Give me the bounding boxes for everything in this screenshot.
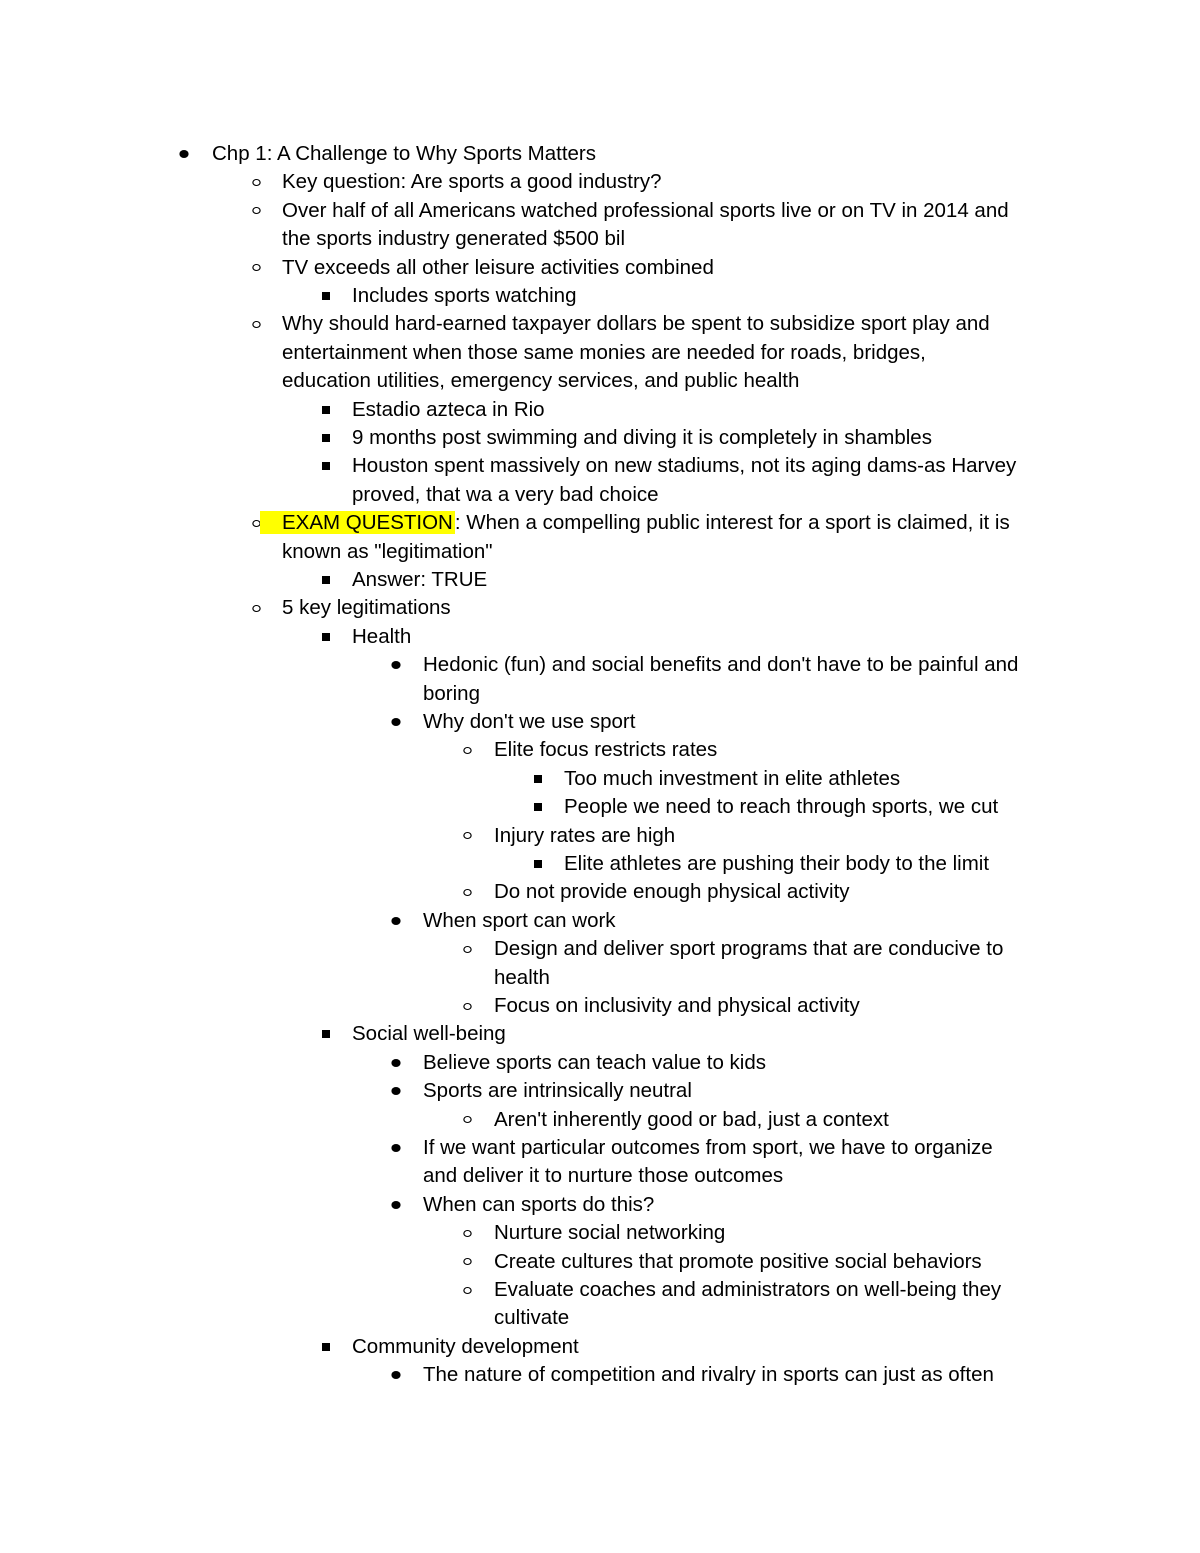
bullet-dot-icon — [388, 1049, 404, 1077]
bullet-circle-icon — [459, 878, 475, 906]
list-item — [0, 254, 1200, 282]
list-item-text — [494, 1276, 1001, 1304]
list-item-label: Hedonic (fun) and social benefits and don't have to be painful and — [423, 653, 1019, 677]
list-item-text — [423, 1191, 654, 1219]
list-item-label: Answer: TRUE — [352, 568, 488, 591]
bullet-square-icon — [318, 623, 334, 651]
list-item-label: Design and deliver sport programs that are conducive to — [494, 937, 1004, 961]
list-item — [0, 566, 1200, 594]
bullet-square-icon — [318, 282, 334, 310]
list-item-continuation — [0, 367, 1200, 395]
list-item-text — [423, 680, 480, 708]
bullet-square-icon — [530, 850, 546, 878]
bullet-dot-icon — [176, 140, 192, 168]
bullet-dot-icon — [388, 1134, 404, 1162]
list-item-label: The nature of competition and rivalry in sports can just as often — [423, 1363, 994, 1387]
list-item — [0, 509, 1200, 537]
list-item-text — [282, 254, 714, 282]
list-item-text — [352, 396, 545, 424]
list-item-label: Includes sports watching — [352, 284, 577, 307]
list-item-label: Aren't inherently good or bad, just a context — [494, 1107, 889, 1131]
list-item-text — [423, 1134, 993, 1162]
list-item-text — [212, 140, 596, 168]
bullet-dot-icon — [388, 708, 404, 736]
list-item — [0, 623, 1200, 651]
list-item-label: Over half of all Americans watched professional sports live or on TV in 2014 and — [282, 198, 1009, 222]
bullet-circle-icon — [459, 1219, 475, 1247]
list-item — [0, 168, 1200, 196]
list-item-text — [282, 367, 799, 395]
list-item-text — [423, 651, 1018, 679]
list-item-label: Nurture social networking — [494, 1221, 726, 1245]
list-item-text — [494, 1219, 725, 1247]
list-item — [0, 424, 1200, 452]
list-item-text — [282, 225, 625, 253]
bullet-dot-icon — [388, 1077, 404, 1105]
list-item-label: Too much investment in elite athletes — [564, 766, 901, 790]
list-item — [0, 197, 1200, 225]
list-item-text — [494, 878, 850, 906]
list-item-label: Believe sports can teach value to kids — [423, 1050, 766, 1074]
list-item-text — [423, 907, 616, 935]
bullet-circle-icon — [248, 168, 264, 196]
list-item-label: Injury rates are high — [494, 823, 676, 847]
list-item — [0, 935, 1200, 963]
list-item-label: known as "legitimation" — [282, 539, 493, 563]
list-item-label: Key question: Are sports a good industry? — [282, 170, 662, 194]
list-item-text — [494, 992, 860, 1020]
bullet-dot-icon — [388, 1361, 404, 1389]
list-item-continuation — [0, 339, 1200, 367]
list-item-continuation — [0, 964, 1200, 992]
list-item — [0, 1191, 1200, 1219]
bullet-dot-icon — [388, 651, 404, 679]
list-item-label: the sports industry generated $500 bil — [282, 227, 626, 251]
list-item — [0, 396, 1200, 424]
list-item — [0, 1333, 1200, 1361]
list-item-label: Do not provide enough physical activity — [494, 880, 850, 904]
list-item-label: Create cultures that promote positive social behaviors — [494, 1249, 982, 1273]
list-item-text — [564, 765, 900, 793]
list-item-label: Elite athletes are pushing their body to the limit — [564, 852, 990, 875]
list-item-text — [282, 509, 1010, 537]
list-item-label: entertainment when those same monies are needed for roads, bridges, — [282, 340, 926, 364]
list-item-text — [564, 850, 989, 878]
list-item-text — [494, 822, 675, 850]
list-item — [0, 765, 1200, 793]
list-item-text — [352, 1333, 579, 1361]
list-item — [0, 1049, 1200, 1077]
list-item-label: education utilities, emergency services, and public health — [282, 369, 800, 393]
list-item-continuation — [0, 1304, 1200, 1332]
list-item — [0, 1219, 1200, 1247]
bullet-square-icon — [318, 424, 334, 452]
bullet-dot-icon — [388, 907, 404, 935]
list-item-text — [282, 168, 661, 196]
list-item-continuation — [0, 225, 1200, 253]
list-item-label: cultivate — [494, 1306, 570, 1330]
list-item-label: Community development — [352, 1334, 579, 1358]
list-item-label: Evaluate coaches and administrators on well-being they — [494, 1278, 1002, 1301]
list-item-continuation — [0, 1162, 1200, 1190]
list-item-text — [494, 1248, 982, 1276]
list-item-continuation — [0, 538, 1200, 566]
bullet-square-icon — [530, 765, 546, 793]
list-item — [0, 452, 1200, 480]
bullet-circle-icon — [459, 1106, 475, 1134]
list-item-label: Houston spent massively on new stadiums, not its aging dams-as Harvey — [352, 454, 1017, 478]
list-item-label: When can sports do this? — [423, 1192, 655, 1216]
list-item-label: health — [494, 965, 550, 989]
list-item — [0, 140, 1200, 168]
list-item-text — [494, 1304, 569, 1332]
list-item-text — [282, 310, 990, 338]
list-item-label: Estadio azteca in Rio — [352, 397, 545, 421]
list-item-label: Sports are intrinsically neutral — [423, 1079, 692, 1103]
list-item — [0, 310, 1200, 338]
list-item-text — [352, 282, 576, 310]
list-item-label: 5 key legitimations — [282, 596, 451, 620]
list-item-text — [352, 623, 411, 651]
list-item — [0, 282, 1200, 310]
list-item-text — [423, 1162, 783, 1190]
list-item-text — [352, 566, 487, 594]
list-item-label: 9 months post swimming and diving it is completely in shambles — [352, 426, 932, 449]
list-item-label: Social well-being — [352, 1022, 506, 1046]
list-item — [0, 1248, 1200, 1276]
list-item-text — [423, 1361, 994, 1389]
list-item-text — [282, 197, 1009, 225]
exam-question-highlight: EXAM QUESTION — [260, 511, 455, 534]
list-item-text — [423, 1049, 766, 1077]
bullet-circle-icon — [459, 822, 475, 850]
list-item-label: If we want particular outcomes from sport, we have to organize — [423, 1136, 993, 1159]
bullet-circle-icon — [459, 736, 475, 764]
list-item-continuation — [0, 481, 1200, 509]
bullet-circle-icon — [459, 935, 475, 963]
bullet-circle-icon — [459, 992, 475, 1020]
list-item-text — [423, 708, 635, 736]
list-item — [0, 708, 1200, 736]
list-item-text — [494, 1106, 889, 1134]
list-item — [0, 793, 1200, 821]
list-item — [0, 1361, 1200, 1389]
list-item — [0, 822, 1200, 850]
list-item — [0, 1077, 1200, 1105]
list-item-label: Elite focus restricts rates — [494, 738, 718, 762]
bullet-circle-icon — [459, 1276, 475, 1304]
bullet-square-icon — [318, 566, 334, 594]
list-item — [0, 992, 1200, 1020]
list-item-text — [352, 481, 659, 509]
list-item — [0, 594, 1200, 622]
bullet-circle-icon — [459, 1248, 475, 1276]
bullet-circle-icon — [248, 197, 264, 225]
list-item-text — [423, 1077, 692, 1105]
list-item-text — [352, 452, 1016, 480]
bullet-square-icon — [318, 1333, 334, 1361]
bullet-circle-icon — [248, 310, 264, 338]
list-item — [0, 1020, 1200, 1048]
list-item-label: Why don't we use sport — [423, 710, 636, 733]
bullet-dot-icon — [388, 1191, 404, 1219]
list-item-label: Health — [352, 624, 412, 648]
list-item-label: and deliver it to nurture those outcomes — [423, 1164, 784, 1188]
list-item-text — [282, 594, 451, 622]
list-item-text — [494, 964, 550, 992]
bullet-circle-icon — [248, 594, 264, 622]
list-item — [0, 736, 1200, 764]
list-item — [0, 651, 1200, 679]
bullet-square-icon — [318, 1020, 334, 1048]
list-item — [0, 1106, 1200, 1134]
bullet-square-icon — [318, 396, 334, 424]
list-item-text — [564, 793, 998, 821]
list-item — [0, 1134, 1200, 1162]
list-item-text — [352, 1020, 506, 1048]
list-item-text — [494, 935, 1003, 963]
list-item-label: Why should hard-earned taxpayer dollars be spent to subsidize sport play and — [282, 312, 990, 336]
list-item-label: TV exceeds all other leisure activities combined — [282, 255, 714, 279]
bullet-square-icon — [318, 452, 334, 480]
list-item — [0, 907, 1200, 935]
list-item — [0, 850, 1200, 878]
bullet-circle-icon — [248, 254, 264, 282]
list-item — [0, 878, 1200, 906]
list-item-label: People we need to reach through sports, we cut — [564, 795, 999, 819]
list-item-text — [494, 736, 717, 764]
list-item-label: : When a compelling public interest for a sport is claimed, it is — [454, 511, 1010, 535]
list-item-text — [282, 538, 493, 566]
list-item — [0, 1276, 1200, 1304]
list-item-label: Focus on inclusivity and physical activity — [494, 994, 860, 1017]
list-item-label: boring — [423, 681, 480, 705]
list-item-text — [352, 424, 932, 452]
bullet-square-icon — [530, 793, 546, 821]
list-item-label: Chp 1: A Challenge to Why Sports Matters — [212, 142, 596, 165]
list-item-label: When sport can work — [423, 908, 616, 932]
list-item-continuation — [0, 680, 1200, 708]
list-item-text — [282, 339, 926, 367]
list-item-label: proved, that wa a very bad choice — [352, 482, 659, 506]
